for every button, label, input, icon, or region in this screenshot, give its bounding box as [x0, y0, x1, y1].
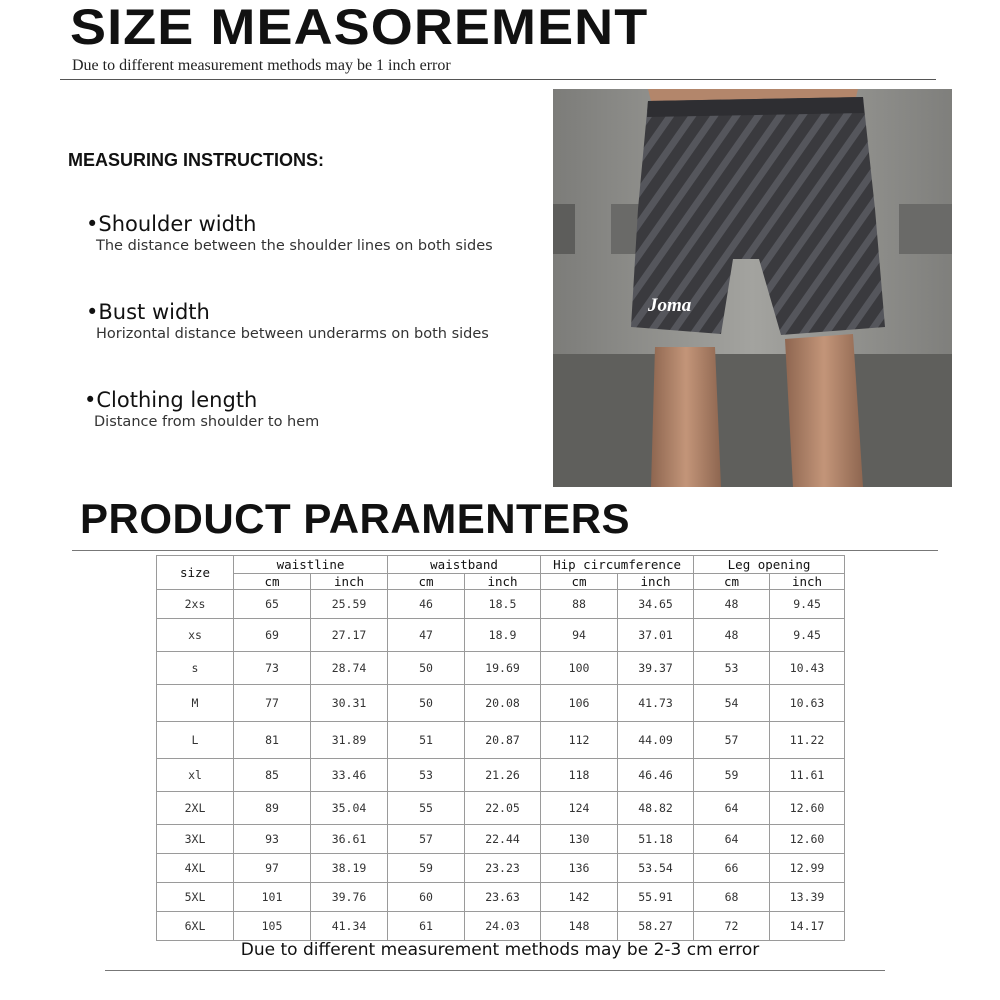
value-cell: 12.99 [770, 854, 845, 883]
value-cell: 64 [694, 825, 770, 854]
value-cell: 12.60 [770, 825, 845, 854]
instructions-heading: MEASURING INSTRUCTIONS: [68, 150, 324, 170]
unit-header: cm [694, 574, 770, 590]
value-cell: 41.34 [311, 912, 388, 941]
right-leg [785, 334, 863, 487]
value-cell: 53 [388, 759, 465, 792]
value-cell: 50 [388, 652, 465, 685]
value-cell: 30.31 [311, 685, 388, 722]
table-row [157, 722, 845, 759]
value-cell: 77 [234, 685, 311, 722]
value-cell: 97 [234, 854, 311, 883]
value-cell: 25.59 [311, 590, 388, 619]
value-cell: 148 [541, 912, 618, 941]
wall-vent-left [553, 204, 575, 254]
table-row [157, 792, 845, 825]
unit-header: inch [618, 574, 694, 590]
left-leg [651, 347, 721, 487]
unit-header: cm [541, 574, 618, 590]
instruction-description: Distance from shoulder to hem [94, 414, 320, 430]
value-cell: 47 [388, 619, 465, 652]
instruction-description: The distance between the shoulder lines on both sides [96, 238, 493, 254]
value-cell: 28.74 [311, 652, 388, 685]
value-cell: 48.82 [618, 792, 694, 825]
value-cell: 21.26 [465, 759, 541, 792]
value-cell: 53.54 [618, 854, 694, 883]
instruction-title: •Clothing length [84, 388, 258, 412]
table-row [157, 854, 845, 883]
instruction-bust-width [86, 300, 489, 342]
value-cell: 18.9 [465, 619, 541, 652]
table-row [157, 590, 845, 619]
size-label-cell: 4XL [157, 854, 234, 883]
value-cell: 27.17 [311, 619, 388, 652]
value-cell: 10.43 [770, 652, 845, 685]
size-label-cell: xs [157, 619, 234, 652]
value-cell: 60 [388, 883, 465, 912]
measurement-error-note: Due to different measurement methods may be 1 inch error [72, 57, 451, 74]
table-row [157, 685, 845, 722]
size-label-cell: s [157, 652, 234, 685]
divider [60, 79, 936, 80]
value-cell: 9.45 [770, 590, 845, 619]
value-cell: 124 [541, 792, 618, 825]
unit-header: inch [465, 574, 541, 590]
value-cell: 58.27 [618, 912, 694, 941]
value-cell: 106 [541, 685, 618, 722]
value-cell: 20.87 [465, 722, 541, 759]
size-label-cell: 2xs [157, 590, 234, 619]
value-cell: 142 [541, 883, 618, 912]
group-header-waistline: waistline [234, 556, 388, 574]
size-label-cell: 6XL [157, 912, 234, 941]
value-cell: 11.22 [770, 722, 845, 759]
size-label-cell: M [157, 685, 234, 722]
product-parameters-title: PRODUCT PARAMENTERS [80, 495, 631, 542]
size-label-cell: 2XL [157, 792, 234, 825]
size-chart-body [157, 590, 845, 941]
value-cell: 34.65 [618, 590, 694, 619]
value-cell: 20.08 [465, 685, 541, 722]
table-row [157, 619, 845, 652]
value-cell: 46 [388, 590, 465, 619]
value-cell: 73 [234, 652, 311, 685]
value-cell: 33.46 [311, 759, 388, 792]
value-cell: 101 [234, 883, 311, 912]
value-cell: 57 [388, 825, 465, 854]
value-cell: 53 [694, 652, 770, 685]
value-cell: 118 [541, 759, 618, 792]
value-cell: 54 [694, 685, 770, 722]
instruction-clothing-length [84, 388, 319, 430]
unit-header: inch [311, 574, 388, 590]
group-header-hip: Hip circumference [541, 556, 694, 574]
value-cell: 13.39 [770, 883, 845, 912]
wall-vent-right [899, 204, 952, 254]
value-cell: 88 [541, 590, 618, 619]
value-cell: 22.44 [465, 825, 541, 854]
value-cell: 57 [694, 722, 770, 759]
instruction-description: Horizontal distance between underarms on both sides [96, 326, 489, 342]
unit-header: cm [234, 574, 311, 590]
table-row [157, 652, 845, 685]
divider [72, 550, 938, 551]
unit-header: inch [770, 574, 845, 590]
value-cell: 18.5 [465, 590, 541, 619]
size-column-header: size [157, 556, 234, 590]
product-photo [553, 89, 952, 487]
value-cell: 81 [234, 722, 311, 759]
value-cell: 44.09 [618, 722, 694, 759]
value-cell: 59 [388, 854, 465, 883]
value-cell: 39.76 [311, 883, 388, 912]
value-cell: 36.61 [311, 825, 388, 854]
value-cell: 23.23 [465, 854, 541, 883]
instruction-shoulder-width [86, 212, 493, 254]
value-cell: 24.03 [465, 912, 541, 941]
value-cell: 50 [388, 685, 465, 722]
table-row [157, 883, 845, 912]
value-cell: 100 [541, 652, 618, 685]
size-label-cell: xl [157, 759, 234, 792]
value-cell: 59 [694, 759, 770, 792]
value-cell: 48 [694, 590, 770, 619]
floor [553, 354, 952, 487]
value-cell: 35.04 [311, 792, 388, 825]
value-cell: 48 [694, 619, 770, 652]
value-cell: 38.19 [311, 854, 388, 883]
value-cell: 85 [234, 759, 311, 792]
divider [105, 970, 885, 971]
value-cell: 31.89 [311, 722, 388, 759]
size-label-cell: 5XL [157, 883, 234, 912]
value-cell: 66 [694, 854, 770, 883]
table-row [157, 912, 845, 941]
value-cell: 93 [234, 825, 311, 854]
value-cell: 51 [388, 722, 465, 759]
value-cell: 22.05 [465, 792, 541, 825]
value-cell: 112 [541, 722, 618, 759]
value-cell: 23.63 [465, 883, 541, 912]
value-cell: 89 [234, 792, 311, 825]
value-cell: 14.17 [770, 912, 845, 941]
value-cell: 61 [388, 912, 465, 941]
table-row [157, 759, 845, 792]
value-cell: 37.01 [618, 619, 694, 652]
page-title: SIZE MEASOREMENT [70, 0, 649, 55]
size-chart-table [156, 555, 845, 941]
brand-logo-text: Joma [648, 295, 692, 316]
shorts-photo-illustration [553, 89, 952, 487]
value-cell: 10.63 [770, 685, 845, 722]
unit-header: cm [388, 574, 465, 590]
value-cell: 19.69 [465, 652, 541, 685]
value-cell: 11.61 [770, 759, 845, 792]
value-cell: 55 [388, 792, 465, 825]
group-header-waistband: waistband [388, 556, 541, 574]
value-cell: 68 [694, 883, 770, 912]
table-row [157, 825, 845, 854]
value-cell: 105 [234, 912, 311, 941]
value-cell: 51.18 [618, 825, 694, 854]
group-header-leg-opening: Leg opening [694, 556, 845, 574]
instruction-title: •Bust width [86, 300, 210, 324]
value-cell: 65 [234, 590, 311, 619]
instruction-title: •Shoulder width [86, 212, 257, 236]
value-cell: 12.60 [770, 792, 845, 825]
value-cell: 69 [234, 619, 311, 652]
value-cell: 94 [541, 619, 618, 652]
value-cell: 46.46 [618, 759, 694, 792]
value-cell: 136 [541, 854, 618, 883]
value-cell: 39.37 [618, 652, 694, 685]
size-label-cell: L [157, 722, 234, 759]
value-cell: 55.91 [618, 883, 694, 912]
value-cell: 130 [541, 825, 618, 854]
value-cell: 64 [694, 792, 770, 825]
value-cell: 72 [694, 912, 770, 941]
size-label-cell: 3XL [157, 825, 234, 854]
table-footnote: Due to different measurement methods may be 2-3 cm error [240, 940, 760, 960]
value-cell: 41.73 [618, 685, 694, 722]
value-cell: 9.45 [770, 619, 845, 652]
